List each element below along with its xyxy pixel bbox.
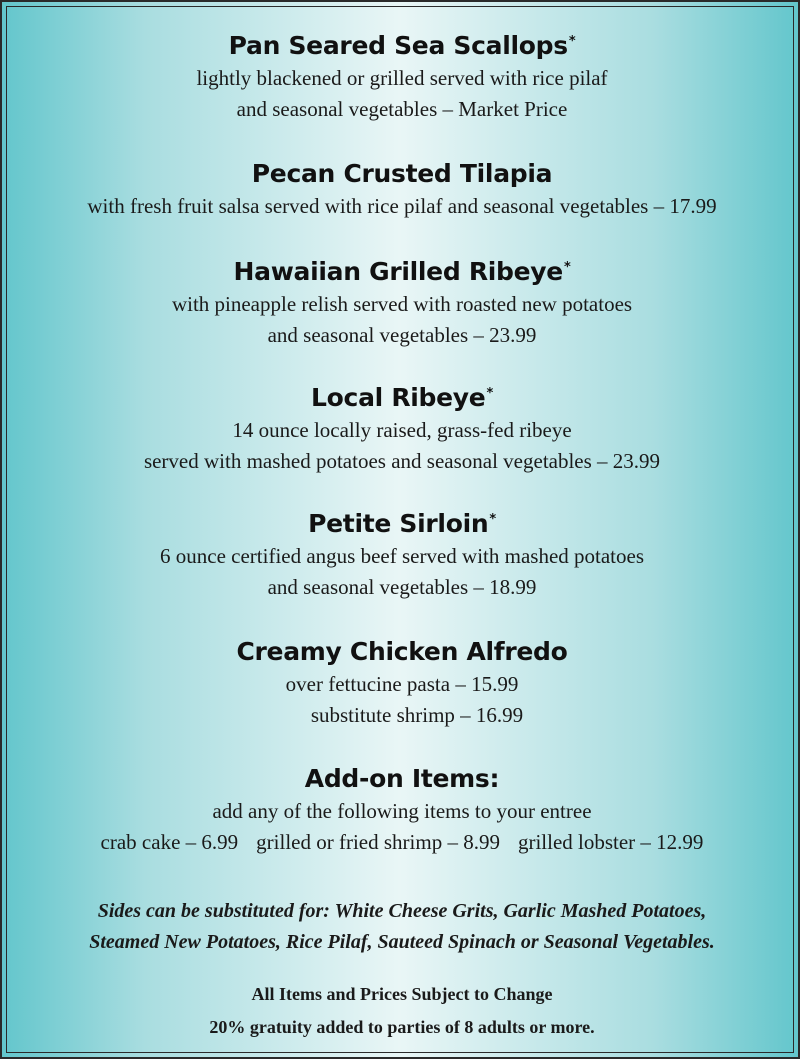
menu-item-description: with fresh fruit salsa served with rice pilaf and seasonal vegetables – 17.99 bbox=[87, 194, 717, 218]
price-change-notice: All Items and Prices Subject to Change bbox=[251, 984, 553, 1004]
menu-item-local-ribeye bbox=[2, 381, 800, 477]
raw-notice-asterisk: * bbox=[489, 512, 496, 527]
menu-item-description: with pineapple relish served with roasted new potatoes bbox=[171, 292, 633, 316]
menu-item-description: and seasonal vegetables – 18.99 bbox=[267, 575, 537, 599]
addon-option: grilled or fried shrimp – 8.99 bbox=[256, 830, 500, 854]
menu-item-title bbox=[2, 157, 800, 191]
menu-item-creamy-chicken-alfredo bbox=[2, 635, 800, 731]
sides-line: Steamed New Potatoes, Rice Pilaf, Sauteed Spinach or Seasonal Vegetables. bbox=[89, 931, 715, 953]
menu-item-title bbox=[2, 255, 800, 289]
menu-item-description: and seasonal vegetables – 23.99 bbox=[267, 323, 537, 347]
menu-item-title bbox=[2, 507, 800, 541]
menu-item-description: over fettucine pasta – 15.99 bbox=[285, 672, 519, 696]
menu-item-title-text: Creamy Chicken Alfredo bbox=[236, 637, 568, 666]
menu-item-title-text: Local Ribeye bbox=[311, 383, 486, 412]
menu-item-petite-sirloin bbox=[2, 507, 800, 603]
menu-item-description: substitute shrimp – 16.99 bbox=[310, 703, 524, 727]
raw-notice-asterisk: * bbox=[486, 386, 493, 401]
sides-substitution-note bbox=[2, 896, 800, 958]
menu-item-hawaiian-grilled-ribeye bbox=[2, 255, 800, 351]
addons-title-text: Add-on Items: bbox=[304, 764, 500, 793]
menu-item-description: 14 ounce locally raised, grass-fed ribeye bbox=[232, 418, 572, 442]
menu-item-title bbox=[2, 635, 800, 669]
menu-item-pan-seared-sea-scallops bbox=[2, 29, 800, 125]
menu-item-pecan-crusted-tilapia bbox=[2, 157, 800, 222]
raw-notice-asterisk: * bbox=[563, 260, 571, 275]
menu-item-description: served with mashed potatoes and seasonal vegetables – 23.99 bbox=[143, 449, 661, 473]
addons-section bbox=[2, 762, 800, 858]
menu-item-description: and seasonal vegetables – Market Price bbox=[236, 97, 568, 121]
menu-item-title bbox=[2, 29, 800, 63]
menu-item-title-text: Petite Sirloin bbox=[308, 509, 489, 538]
sides-line: Sides can be substituted for: White Cheese Grits, Garlic Mashed Potatoes, bbox=[97, 900, 707, 922]
menu-item-title-text: Pecan Crusted Tilapia bbox=[251, 159, 553, 188]
menu-item-title-text: Pan Seared Sea Scallops bbox=[228, 31, 568, 60]
menu-item-title-text: Hawaiian Grilled Ribeye bbox=[233, 257, 563, 286]
addon-option: grilled lobster – 12.99 bbox=[517, 830, 704, 854]
addons-title bbox=[2, 762, 800, 796]
addons-intro: add any of the following items to your entree bbox=[212, 799, 592, 823]
addon-option: crab cake – 6.99 bbox=[100, 830, 239, 854]
addons-options bbox=[2, 827, 800, 858]
menu-item-description: 6 ounce certified angus beef served with mashed potatoes bbox=[160, 544, 644, 568]
menu-item-description: lightly blackened or grilled served with rice pilaf bbox=[196, 66, 608, 90]
raw-notice-asterisk: * bbox=[568, 34, 576, 49]
menu-item-title bbox=[2, 381, 800, 415]
gratuity-notice: 20% gratuity added to parties of 8 adults or more. bbox=[209, 1017, 595, 1037]
